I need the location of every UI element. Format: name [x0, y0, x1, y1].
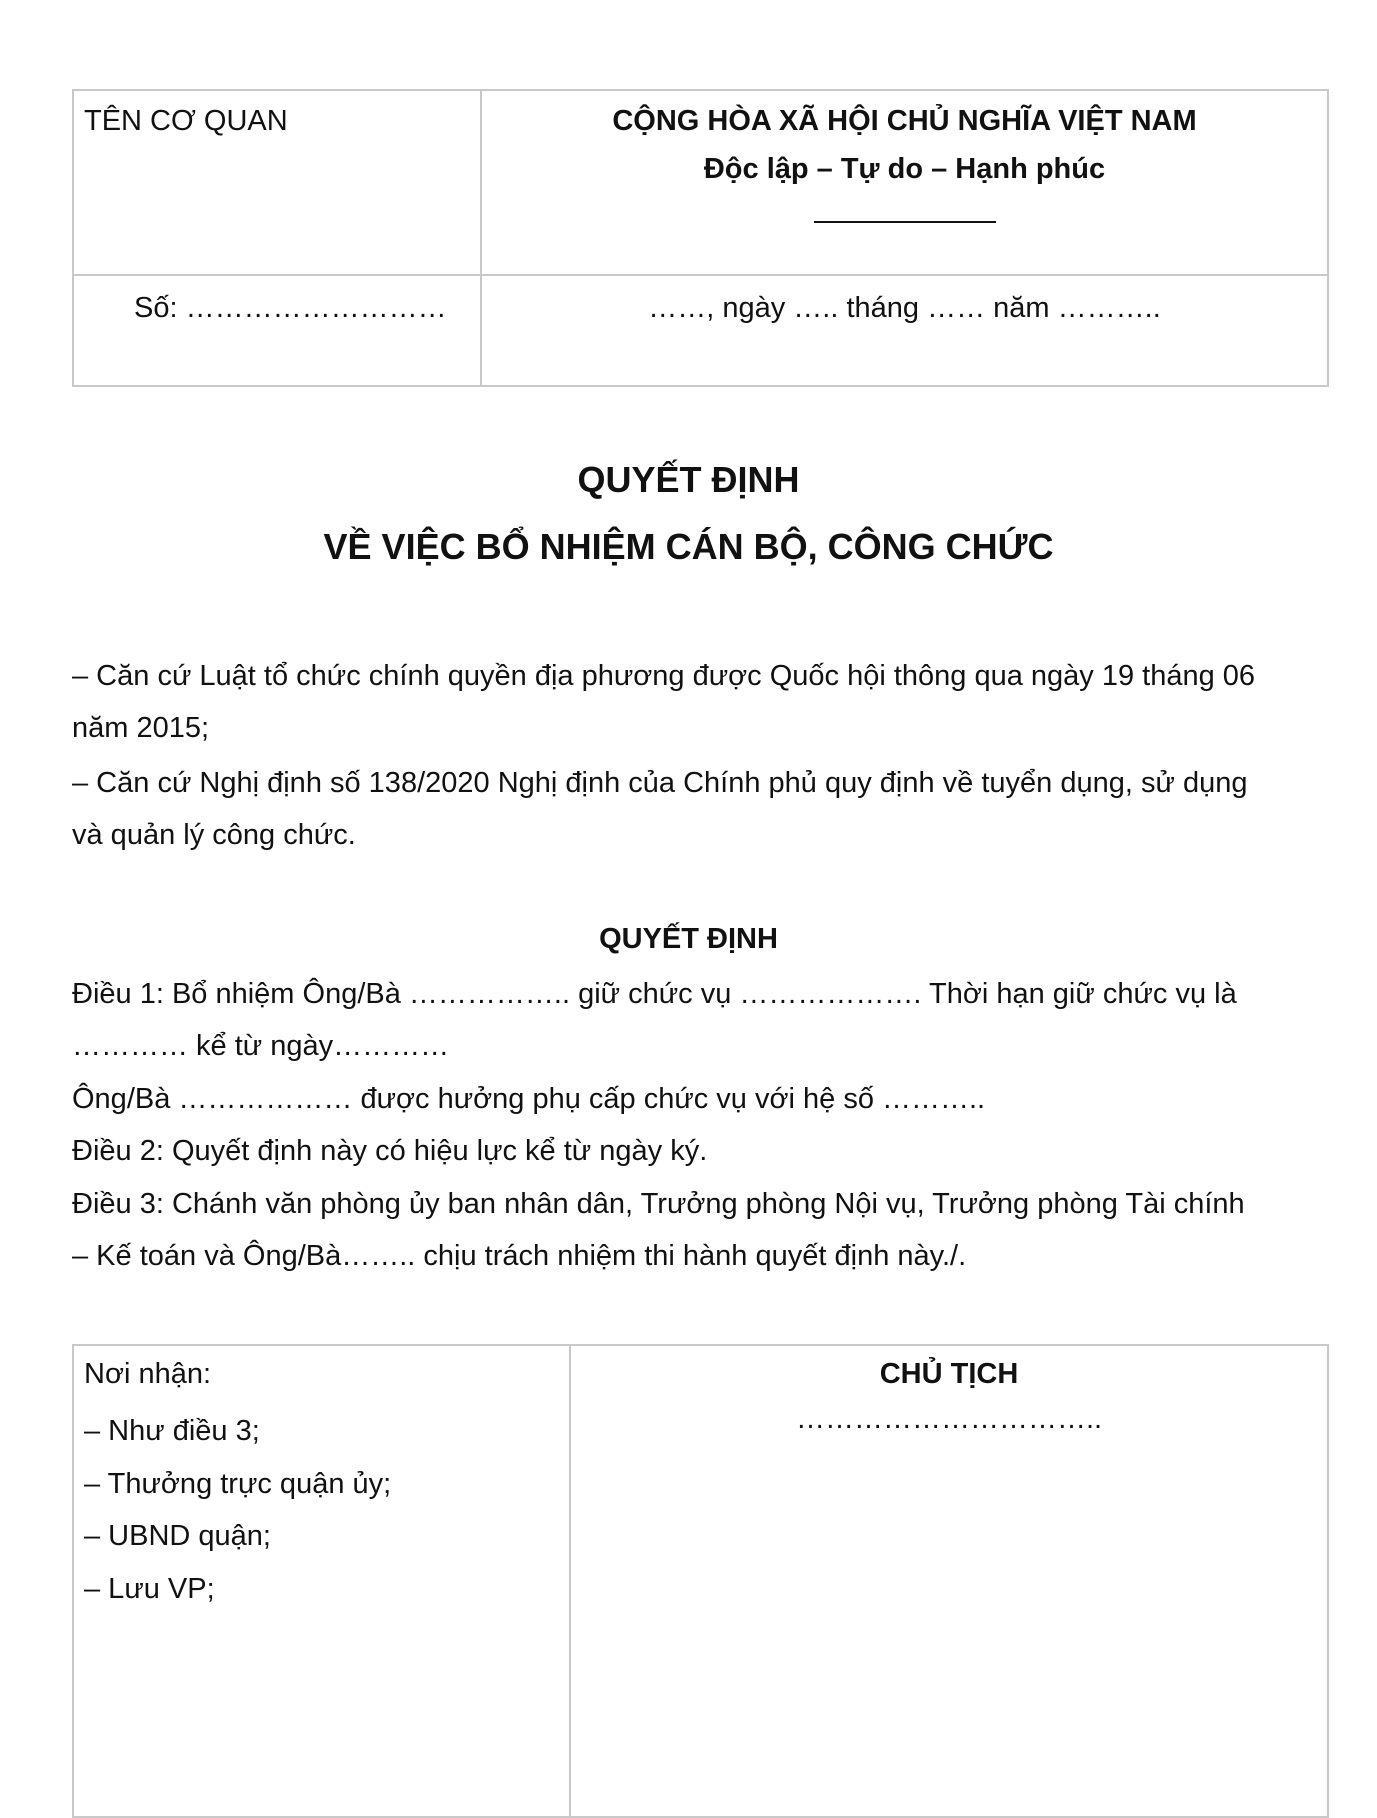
motto-underline — [814, 221, 996, 223]
place-date-line: ……, ngày ….. tháng …… năm ……….. — [648, 292, 1161, 324]
document-subject: VỀ VIỆC BỔ NHIỆM CÁN BỘ, CÔNG CHỨC — [323, 526, 1054, 567]
legal-basis-2-cont: và quản lý công chức. — [72, 819, 356, 851]
signer-title: CHỦ TỊCH — [879, 1358, 1019, 1390]
recipient-item: – Như điều 3; — [84, 1415, 260, 1447]
article-1-allowance: Ông/Bà ……………… được hưởng phụ cấp chức vụ với hệ số ……….. — [72, 1083, 986, 1115]
legal-basis-1-cont: năm 2015; — [72, 712, 210, 744]
header-table — [72, 89, 1329, 387]
recipient-item: – Thưởng trực quận ủy; — [84, 1467, 392, 1500]
signature-table — [72, 1344, 1329, 1818]
recipients-cell — [73, 1345, 570, 1817]
decision-heading: QUYẾT ĐỊNH — [599, 923, 778, 955]
date-cell — [481, 275, 1328, 386]
document-number-cell — [73, 275, 481, 386]
article-3-cont: – Kế toán và Ông/Bà…….. chịu trách nhiệm thi hành quyết định này./. — [72, 1240, 967, 1272]
legal-basis-1: – Căn cứ Luật tổ chức chính quyền địa phương được Quốc hội thông qua ngày 19 tháng 06 — [72, 660, 1256, 692]
recipients-heading: Nơi nhận: — [84, 1358, 212, 1390]
agency-cell — [73, 90, 481, 275]
article-3: Điều 3: Chánh văn phòng ủy ban nhân dân, Trưởng phòng Nội vụ, Trưởng phòng Tài chính — [72, 1188, 1245, 1220]
recipient-item: – Lưu VP; — [84, 1572, 215, 1605]
national-motto-cell — [481, 90, 1328, 275]
article-1-cont: ………… kể từ ngày………… — [72, 1030, 450, 1062]
article-1: Điều 1: Bổ nhiệm Ông/Bà …………….. giữ chức vụ ………………. Thời hạn giữ chức vụ là — [72, 978, 1237, 1010]
document-number: Số: ……………………… — [134, 292, 447, 324]
signature-cell — [570, 1345, 1328, 1817]
article-2: Điều 2: Quyết định này có hiệu lực kể từ ngày ký. — [72, 1135, 708, 1167]
national-motto: Độc lập – Tự do – Hạnh phúc — [703, 153, 1106, 185]
republic-title: CỘNG HÒA XÃ HỘI CHỦ NGHĨA VIỆT NAM — [612, 105, 1197, 137]
legal-basis-2: – Căn cứ Nghị định số 138/2020 Nghị định của Chính phủ quy định về tuyển dụng, sử dụng — [72, 767, 1248, 799]
document-title: QUYẾT ĐỊNH — [577, 459, 800, 500]
signer-name-placeholder: ………………………….. — [795, 1403, 1103, 1435]
agency-name: TÊN CƠ QUAN — [84, 105, 288, 137]
recipient-item: – UBND quận; — [84, 1520, 271, 1552]
